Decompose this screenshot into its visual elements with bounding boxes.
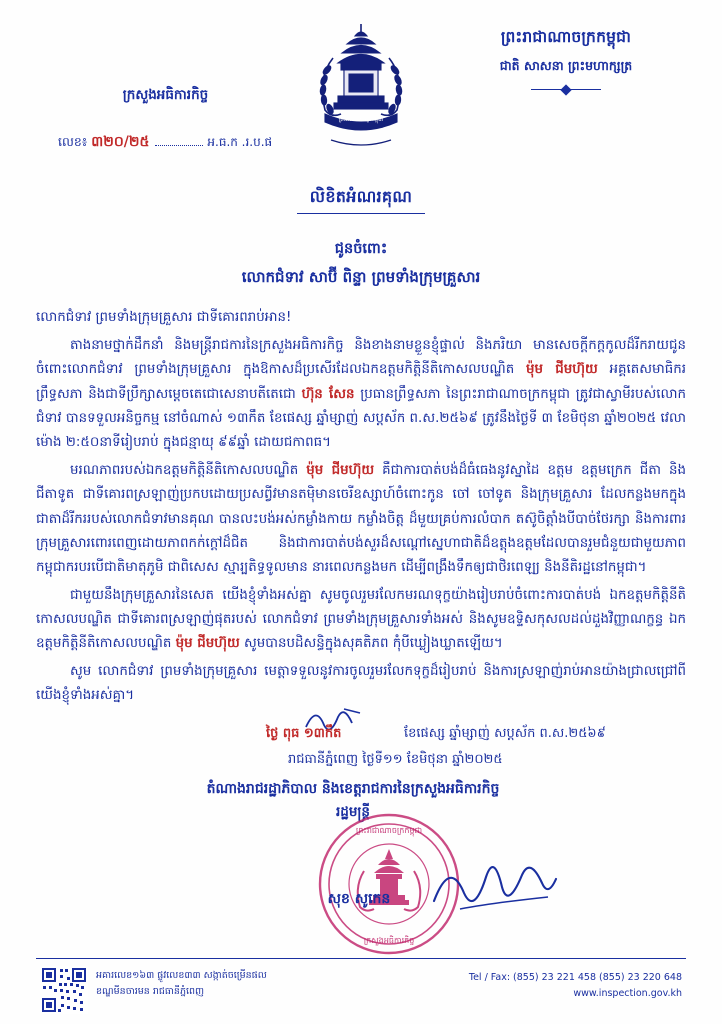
date-gregorian-text: រាជធានីភ្នំពេញ ថ្ងៃទី១១ ខែមិថុនា ឆ្នាំ២០២៥ [288, 751, 503, 767]
document-number-line [58, 132, 338, 153]
footer-address [96, 968, 267, 999]
footer-address-line-1: អគារលេខ១៦៣ ផ្លូវលេខ៣៣ សង្កាត់ចម្រើនផល [96, 970, 267, 981]
greeting-line: លោកជំទាវ ព្រមទាំងក្រុមគ្រួសារ ជាទីគោរពរាប់អាន! [36, 310, 292, 326]
department-heading [58, 86, 338, 153]
body-paragraph-4: សូម លោកជំទាវ ព្រមទាំងក្រុមគ្រួសារ មេត្តាទទួលនូវការចូលរួមរលែកទុក្ខដ៏រៀបរាប់ និងការស្រឡាញ់រាប់អានយ៉ាងជ្រាលជ្រៅពីយើងខ្ញុំទាំងអស់គ្នា។ [36, 663, 686, 704]
date-gregorian [288, 751, 503, 770]
department-title: ក្រសួងអធិការកិច្ច [122, 87, 209, 103]
svg-text:ព្រះរាជាណាចក្រកម្ពុជា: ព្រះរាជាណាចក្រកម្ពុជា [338, 117, 384, 123]
date-khmer-lunar-text: ថ្ងៃ ពុធ ១៣កឹត [266, 725, 342, 741]
kingdom-title: ព្រះរាជាណាចក្រកម្ពុជា [500, 28, 632, 46]
body-paragraph-1: តាងនាមថ្នាក់ដឹកនាំ និងមន្ត្រីរាជការនៃក្រសួងអធិការកិច្ច និងខាងនាមខ្លួនខ្ញុំផ្ទាល់ និងភរិយា មានសេចក្ដីកក្តកូលដ៏រីករាយជូនចំពោះលោកជំទាវ ព្រមទាំងក្រុមគ្រួសារ ក្នុងឱកាសដ៏ប្រសើរដែលឯកឧត្តមកិត្តិនីតិកោសលបណ្ឌិត ម៉ុម ជីមហ៊ុយ អគ្គតេសមាធិករព្រឹទ្ធសភា និងជាទីប្រឹក្សាសម្ដេចតេជោសេនាបតីតេជោ ហ៊ុន សែន ប្រធានព្រឹទ្ធសភា នៃព្រះរាជាណាចក្រកម្ពុជា ត្រូវជាស្វាមីរបស់លោកជំទាវ បានទទួលអនិច្ចកម្ម នៅចំណាស់ ១៣កឹត ខែផេស្ស ឆ្នាំម្សាញ់ សប្តស័ក ព.ស.២៥៦៩ ត្រូវនឹងថ្ងៃទី ៣ ខែមិថុនា ឆ្នាំ២០២៥ វេលាម៉ោង ២:៥០នាទីរៀបរាប់ ក្នុងជន្មាយុ ៩៩ឆ្នាំ ដោយជកាពធ។ [36, 337, 686, 451]
addressee: លោកជំទាវ សាប៊ី ពិន្ទា ព្រមទាំងក្រុមគ្រួសារ [241, 268, 481, 287]
signature-block [0, 721, 722, 945]
signer-name: សុខ សូកេន [327, 890, 391, 907]
national-emblem-icon [297, 18, 425, 158]
document-number-value: ៣២០/២៥ [91, 134, 150, 150]
body-paragraph-2: មរណភាពរបស់ឯកឧត្តមកិត្តិនីតិកោសលបណ្ឌិត ម៉ុម ជីមហ៊ុយ គឺជាការបាត់បង់ដ៏ធំធេងនូវស្នាដៃ ឧត្តម ឧត្តមក្រេក ជីតា និងជីតាទូត ជាទីគោរពស្រឡាញ់ប្រកបដោយប្រសព្វីវមានតម៉ិមានចេរីឧស្សាហ៍ចំពោះកូន ចៅ ចៅទូត និងក្រុមគ្រួសារ ដែលកន្លងមកក្នុងជាតាដ៏រីកររបស់លោកជំទាវមានគុណ បានលះបង់អស់កម្លាំងកាយ កម្លាំងចិត្ត ដ៏មួយគ្រប់ការលំបាក តស៊ូចិត្ដាំងបីបាច់ថែរក្សា និងការពារក្រុមគ្រួសារពោរពេញដោយភាពកក់ក្ដៅដ៏ជិត និងជាការបាត់បង់សួរដ៏សណ្ដៅស្នេហាជាតិដ៏ឧត្តុងឧត្តមដែលបានរួមជំនួយជាមួយភាពកម្ពុជាករបរបើជាតិមាតុភូមិ ជាពិសេស ស្មារ្បតិទ្ធទូលមាន នារពេលកន្លងមក ដើម្បីពងឹ្រងទឹកឲ្យជាថិរពេឡ្យ និងនីតិរដ្ឋនៅកម្ពុជា។ [36, 462, 686, 576]
footer-telephone: Tel / Fax: (855) 23 221 458 (855) 23 220 648 [468, 972, 682, 983]
salutation: ជូនចំពោះ [334, 241, 388, 258]
footer-divider [36, 958, 686, 959]
dotted-rule [155, 135, 203, 146]
document-number-label: លេខ៖ [58, 134, 88, 149]
signatory-role: រដ្ឋមន្ត្រី [335, 803, 370, 820]
document-footer [0, 958, 722, 1024]
document-body [36, 306, 686, 708]
document-title: លិខិតអំណរគុណ [309, 187, 413, 206]
body-paragraph-3: ជាមួយនឹងក្រុមគ្រួសារនៃសេត យើងខ្ញុំទាំងអស់គ្នា សូមចូលរួមរលែកមរណទុក្ខយ៉ាងរៀបរាប់ចំពោះការបាត់បង់ ឯកឧត្តមកិត្តិនីតិកោសលបណ្ឌិត ជាទីគោរពស្រឡាញ់ផុតរបស់ លោកជំទាវ ព្រមទាំងក្រុមគ្រួសារទាំងអស់ និងសូមឧទ្ទិសកុសលដល់ដួងវិញ្ញាណក្ខន្ធ ឯកឧត្តមកិត្តិនីតិកោសលបណ្ឌិត ម៉ុម ជីមហ៊ុយ សូមបានបដិសន្ធិក្នុងសុគតិភព កុំបីឃ្លៀងឃ្លាតឡើយ។ [36, 587, 686, 652]
document-number-suffix: អ.ធ.ក .រ.ប.ផ [207, 135, 273, 149]
kingdom-heading [436, 26, 696, 95]
motto-divider-icon [531, 85, 601, 95]
document-header [0, 0, 722, 180]
footer-website[interactable]: www.inspection.gov.kh [573, 988, 682, 1000]
qr-code-icon[interactable] [40, 966, 88, 1014]
signatory-title: តំណាងរាជរដ្ឋាភិបាល និងខេត្ដរាជការនៃក្រសួងអធិការកិច្ច [206, 780, 500, 797]
title-underline [297, 213, 425, 214]
svg-text:ព្រះរាជាណាចក្រកម្ពុជា: ព្រះរាជាណាចក្រកម្ពុជា [355, 825, 423, 835]
svg-text:ក្រសួងអធិការកិច្ច: ក្រសួងអធិការកិច្ច [363, 935, 415, 945]
footer-contact [469, 970, 682, 1002]
footer-address-line-2: ខណ្ឌមីនចារមន រាជធានីភ្នំពេញ [96, 985, 205, 997]
date-buddhist-era: ខែផេស្ស ឆ្នាំម្សាញ់ សប្តស័ក ព.ស.២៥៦៩ [404, 725, 606, 741]
date-khmer-lunar [266, 725, 341, 744]
kingdom-motto: ជាតិ សាសនា ព្រះមហាក្សត្រ [499, 58, 633, 74]
